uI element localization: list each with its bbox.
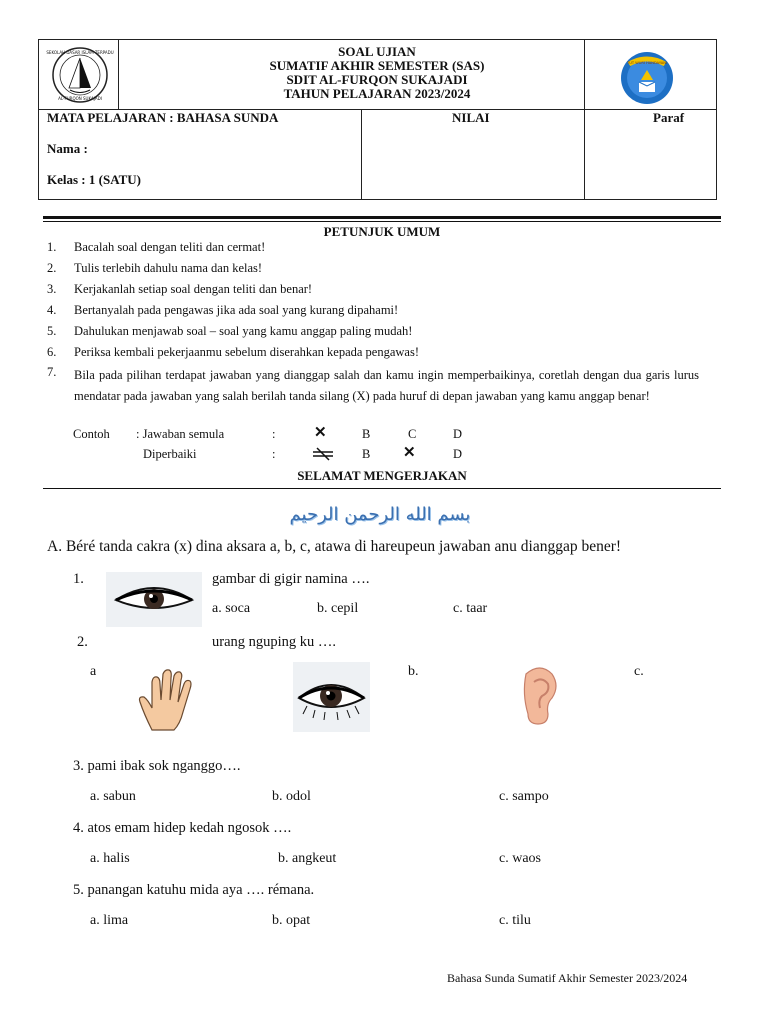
question-text: 5. panangan katuhu mida aya …. rémana. [73,882,315,898]
answer-option[interactable]: b. angkeut [278,851,337,866]
svg-text:AL-FURQON SUKAJADI: AL-FURQON SUKAJADI [58,96,102,101]
example-letter: D [453,427,463,441]
cross-mark-icon: ✕ [314,425,327,441]
question-text: 3. pami ibak sok nganggo…. [73,758,241,774]
example-colon: : [272,447,276,461]
answer-option[interactable]: a. soca [212,601,251,616]
question-number: 2. [77,634,88,650]
separator-line [43,488,721,489]
sign-label: Paraf [653,110,685,125]
separator-line [43,221,721,222]
exam-header-table [38,39,717,200]
example-corrected-label: Diperbaiki [143,447,197,461]
instruction-item: 1. Bacalah soal dengan teliti dan cermat! [47,240,266,254]
instruction-item: 3. Kerjakanlah setiap soal dengan teliti dan benar! [47,282,313,296]
answer-option[interactable]: a. halis [90,851,130,866]
school-logo [46,46,114,104]
question-text: urang nguping ku …. [212,634,337,650]
answer-option[interactable]: b. odol [272,789,311,804]
subject-label: MATA PELAJARAN : BAHASA SUNDA [47,110,279,125]
answer-option[interactable]: c. taar [453,601,488,616]
answer-option[interactable]: a. sabun [90,789,136,804]
strikethrough-mark-icon [311,447,335,461]
answer-option[interactable]: c. sampo [499,789,549,804]
example-colon: : [272,427,276,441]
example-letter: B [362,447,371,461]
instructions-heading: PETUNJUK UMUM [323,224,441,239]
instruction-item: 7. Bila pada pilihan terdapat jawaban yang dianggap salah dan kamu ingin memperbaikinya, coretlah dengan dua garis lurus mendatar pada jawaban yang salah berilah tanda silang (X) pada huruf di depan jawaban yang kamu anggap benar! [47,365,699,403]
svg-text:SEKOLAH DASAR ISLAM TERPADU: SEKOLAH DASAR ISLAM TERPADU [46,50,114,55]
example-original-label: : Jawaban semula [136,427,225,441]
class-label: Kelas : 1 (SATU) [47,172,142,187]
question-text: gambar di gigir namina …. [212,571,370,587]
instruction-item: 6. Periksa kembali pekerjaanmu sebelum diserahkan kepada pengawas! [47,345,420,359]
eye-image [106,572,202,627]
instruction-item: 5. Dahulukan menjawab soal – soal yang kamu anggap paling mudah! [47,324,413,338]
answer-option[interactable]: a. lima [90,913,129,928]
answer-option[interactable]: c. [634,664,644,679]
eye-image [293,662,370,732]
question-text: 4. atos emam hidep kedah ngosok …. [73,820,292,836]
ministry-logo [619,50,675,106]
example-letter: D [453,447,463,461]
answer-option[interactable]: b. [408,664,419,679]
svg-text:TUT WURI HANDAYANI: TUT WURI HANDAYANI [627,61,667,65]
answer-option[interactable]: c. tilu [499,913,531,928]
section-title: A. Béré tanda cakra (x) dina aksara a, b, c, atawa di hareupeun jawaban anu dianggap bener! [47,538,622,555]
cross-mark-icon: ✕ [403,445,416,461]
score-label: NILAI [452,110,490,125]
example-label: Contoh [73,427,110,441]
separator-line [43,216,721,219]
name-label: Nama : [47,141,88,156]
example-letter: B [362,427,371,441]
closing-text: SELAMAT MENGERJAKAN [297,468,467,483]
exam-title: SOAL UJIAN SUMATIF AKHIR SEMESTER (SAS) SDIT AL-FURQON SUKAJADI TAHUN PELAJARAN 2023/2024 [269,44,485,101]
page-footer: Bahasa Sunda Sumatif Akhir Semester 2023/2024 [447,971,688,985]
basmalah-calligraphy: بسم الله الرحمن الرحيم [289,504,471,525]
answer-option[interactable]: a [90,664,97,679]
ear-image [512,664,562,726]
hand-image [130,664,210,736]
answer-option[interactable]: c. waos [499,851,541,866]
instruction-item: 4. Bertanyalah pada pengawas jika ada soal yang kurang dipahami! [47,303,399,317]
question-number: 1. [73,571,84,587]
example-letter: C [408,427,417,441]
answer-option[interactable]: b. opat [272,913,311,928]
instruction-item: 2. Tulis terlebih dahulu nama dan kelas! [47,261,263,275]
answer-option[interactable]: b. cepil [317,601,359,616]
